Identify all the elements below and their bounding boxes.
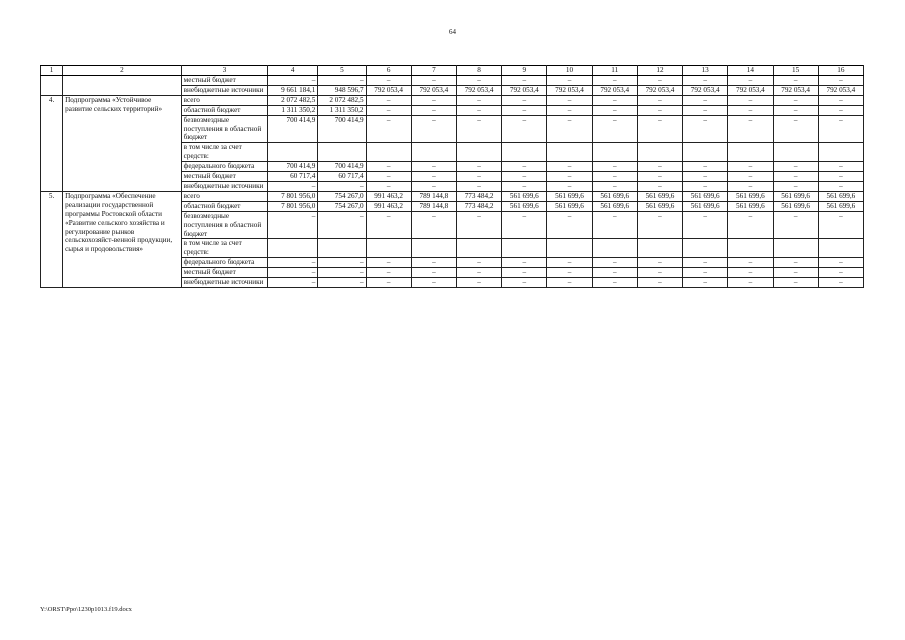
value-cell: – (637, 115, 682, 143)
value-cell: 700 414,9 (268, 162, 318, 172)
value-cell: 792 053,4 (456, 85, 501, 95)
value-cell: 1 311 350,2 (318, 105, 366, 115)
funding-source: внебюджетные источники (181, 181, 267, 191)
value-cell: – (366, 268, 411, 278)
value-cell: 991 463,2 (366, 191, 411, 201)
value-cell: – (547, 268, 592, 278)
value-cell: – (728, 258, 773, 268)
column-header: 11 (592, 66, 637, 76)
funding-source: в том числе за счет средств: (181, 143, 267, 162)
value-cell: 792 053,4 (547, 85, 592, 95)
table-row (41, 95, 864, 105)
value-cell: – (366, 258, 411, 268)
value-cell: – (366, 115, 411, 143)
value-cell: – (592, 162, 637, 172)
value-cell: – (728, 268, 773, 278)
value-cell: 9 661 184,1 (268, 85, 318, 95)
value-cell: – (547, 162, 592, 172)
value-cell: – (683, 278, 728, 288)
value-cell: – (318, 76, 366, 86)
value-cell: – (502, 105, 547, 115)
value-cell: – (773, 162, 818, 172)
value-cell: – (683, 181, 728, 191)
value-cell: – (366, 278, 411, 288)
value-cell: – (818, 181, 863, 191)
funding-source: федерального бюджета (181, 162, 267, 172)
value-cell (773, 143, 818, 162)
column-header: 1 (41, 66, 63, 76)
value-cell: – (411, 268, 456, 278)
value-cell (502, 143, 547, 162)
value-cell: 700 414,9 (318, 162, 366, 172)
column-header: 10 (547, 66, 592, 76)
value-cell: – (411, 76, 456, 86)
value-cell: 561 699,6 (773, 191, 818, 201)
value-cell: – (592, 278, 637, 288)
value-cell: – (547, 278, 592, 288)
column-header: 9 (502, 66, 547, 76)
value-cell: – (268, 211, 318, 239)
value-cell: – (366, 181, 411, 191)
funding-source: областной бюджет (181, 201, 267, 211)
value-cell (637, 143, 682, 162)
value-cell: 561 699,6 (547, 201, 592, 211)
value-cell: – (318, 211, 366, 239)
funding-source: всего (181, 191, 267, 201)
program-name: Подпрограмма «Устойчивое развитие сельских территорий» (63, 95, 182, 191)
value-cell: – (547, 258, 592, 268)
value-cell: – (683, 105, 728, 115)
value-cell: 1 311 350,2 (268, 105, 318, 115)
value-cell: – (502, 76, 547, 86)
value-cell: 948 596,7 (318, 85, 366, 95)
value-cell: – (728, 115, 773, 143)
value-cell (318, 239, 366, 258)
value-cell: – (773, 95, 818, 105)
value-cell: – (637, 105, 682, 115)
value-cell: – (366, 76, 411, 86)
value-cell: – (818, 278, 863, 288)
value-cell: – (268, 278, 318, 288)
value-cell: – (502, 172, 547, 182)
row-index (41, 76, 63, 96)
row-index: 4. (41, 95, 63, 191)
value-cell (268, 239, 318, 258)
program-name: Подпрограмма «Обеспечение реализации государственной программы Ростовской области «Развитие сельского хозяйства и регулирование рынков сельскохозяйст-венной продукции, сырья и продовольствия» (63, 191, 182, 287)
value-cell: – (818, 268, 863, 278)
value-cell: – (411, 172, 456, 182)
page-number: 64 (449, 28, 456, 36)
value-cell: – (456, 172, 501, 182)
value-cell: 792 053,4 (683, 85, 728, 95)
program-name (63, 76, 182, 96)
value-cell (366, 239, 411, 258)
value-cell: – (366, 211, 411, 239)
value-cell: – (818, 105, 863, 115)
funding-source: всего (181, 95, 267, 105)
value-cell: – (683, 268, 728, 278)
file-path-footer: Y:\ORST\Ppo\1230p1013.f19.docx (40, 606, 132, 613)
column-header: 4 (268, 66, 318, 76)
table-row (41, 191, 864, 201)
value-cell: – (592, 268, 637, 278)
value-cell: – (318, 278, 366, 288)
column-header: 14 (728, 66, 773, 76)
column-header: 2 (63, 66, 182, 76)
value-cell: 561 699,6 (683, 201, 728, 211)
value-cell (318, 143, 366, 162)
value-cell: – (502, 162, 547, 172)
value-cell: – (728, 162, 773, 172)
value-cell: – (683, 95, 728, 105)
value-cell: – (728, 95, 773, 105)
value-cell (728, 239, 773, 258)
funding-source: областной бюджет (181, 105, 267, 115)
value-cell: – (773, 115, 818, 143)
value-cell: 561 699,6 (637, 201, 682, 211)
value-cell: 561 699,6 (728, 191, 773, 201)
value-cell: 700 414,9 (318, 115, 366, 143)
value-cell: – (818, 95, 863, 105)
value-cell: – (456, 115, 501, 143)
value-cell: – (366, 105, 411, 115)
value-cell: – (592, 258, 637, 268)
value-cell (456, 239, 501, 258)
value-cell: 561 699,6 (818, 201, 863, 211)
value-cell: – (366, 95, 411, 105)
column-header: 13 (683, 66, 728, 76)
value-cell: – (502, 278, 547, 288)
funding-source: местный бюджет (181, 172, 267, 182)
value-cell: – (268, 76, 318, 86)
value-cell: – (318, 268, 366, 278)
value-cell: – (637, 162, 682, 172)
value-cell: – (818, 76, 863, 86)
funding-source: безвозмездные поступления в областной бюджет (181, 115, 267, 143)
value-cell: – (818, 258, 863, 268)
column-header: 6 (366, 66, 411, 76)
value-cell: 7 801 956,0 (268, 191, 318, 201)
header-row (41, 66, 864, 76)
budget-table (40, 65, 864, 288)
value-cell: – (592, 211, 637, 239)
value-cell: – (547, 95, 592, 105)
value-cell: – (411, 95, 456, 105)
value-cell: – (411, 278, 456, 288)
value-cell: 561 699,6 (683, 191, 728, 201)
value-cell: – (683, 211, 728, 239)
value-cell: – (547, 105, 592, 115)
value-cell (592, 239, 637, 258)
value-cell: – (411, 162, 456, 172)
value-cell: – (683, 115, 728, 143)
funding-source: внебюджетные источники (181, 278, 267, 288)
value-cell: – (456, 76, 501, 86)
value-cell: – (728, 278, 773, 288)
value-cell: – (683, 162, 728, 172)
value-cell: – (637, 278, 682, 288)
value-cell: – (592, 115, 637, 143)
value-cell: 60 717,4 (268, 172, 318, 182)
value-cell: 561 699,6 (818, 191, 863, 201)
value-cell (411, 143, 456, 162)
value-cell: – (456, 278, 501, 288)
value-cell: – (592, 105, 637, 115)
value-cell: – (502, 268, 547, 278)
value-cell: – (502, 211, 547, 239)
value-cell (411, 239, 456, 258)
value-cell: – (366, 172, 411, 182)
column-header: 3 (181, 66, 267, 76)
value-cell: – (411, 211, 456, 239)
value-cell (683, 239, 728, 258)
value-cell (818, 143, 863, 162)
value-cell: – (637, 211, 682, 239)
row-index: 5. (41, 191, 63, 287)
value-cell: – (547, 181, 592, 191)
value-cell: – (547, 211, 592, 239)
value-cell: – (773, 105, 818, 115)
value-cell: 561 699,6 (592, 191, 637, 201)
value-cell: – (268, 181, 318, 191)
value-cell: 792 053,4 (637, 85, 682, 95)
column-header: 16 (818, 66, 863, 76)
value-cell: – (773, 278, 818, 288)
value-cell: – (456, 268, 501, 278)
value-cell: 2 072 482,5 (318, 95, 366, 105)
value-cell: 773 484,2 (456, 201, 501, 211)
value-cell: – (728, 172, 773, 182)
table-row (41, 76, 864, 86)
value-cell: – (773, 181, 818, 191)
value-cell (502, 239, 547, 258)
value-cell: – (456, 258, 501, 268)
value-cell: – (637, 95, 682, 105)
value-cell (773, 239, 818, 258)
value-cell: – (773, 172, 818, 182)
value-cell: – (773, 211, 818, 239)
column-header: 8 (456, 66, 501, 76)
value-cell: – (773, 258, 818, 268)
value-cell: 792 053,4 (411, 85, 456, 95)
value-cell: 792 053,4 (728, 85, 773, 95)
value-cell: 561 699,6 (592, 201, 637, 211)
column-header: 7 (411, 66, 456, 76)
value-cell: 789 144,8 (411, 201, 456, 211)
value-cell: – (773, 76, 818, 86)
value-cell: – (268, 268, 318, 278)
value-cell: 773 484,2 (456, 191, 501, 201)
funding-source: внебюджетные источники (181, 85, 267, 95)
value-cell: 7 801 956,0 (268, 201, 318, 211)
value-cell: – (411, 105, 456, 115)
value-cell: – (818, 115, 863, 143)
value-cell: – (318, 258, 366, 268)
value-cell: – (456, 181, 501, 191)
value-cell (547, 239, 592, 258)
funding-source: местный бюджет (181, 268, 267, 278)
value-cell: – (411, 115, 456, 143)
value-cell: – (456, 162, 501, 172)
value-cell: – (728, 181, 773, 191)
value-cell: – (592, 76, 637, 86)
value-cell: – (818, 162, 863, 172)
value-cell: – (637, 268, 682, 278)
value-cell (637, 239, 682, 258)
value-cell (268, 143, 318, 162)
value-cell: 561 699,6 (728, 201, 773, 211)
value-cell: – (456, 105, 501, 115)
value-cell: 792 053,4 (773, 85, 818, 95)
value-cell: – (683, 258, 728, 268)
value-cell: – (366, 162, 411, 172)
value-cell: – (318, 181, 366, 191)
value-cell: – (592, 181, 637, 191)
value-cell: – (547, 172, 592, 182)
value-cell: 561 699,6 (637, 191, 682, 201)
value-cell: 754 267,0 (318, 201, 366, 211)
value-cell: – (683, 76, 728, 86)
value-cell: – (637, 181, 682, 191)
value-cell (366, 143, 411, 162)
value-cell (728, 143, 773, 162)
value-cell (456, 143, 501, 162)
value-cell: 561 699,6 (502, 191, 547, 201)
value-cell: 60 717,4 (318, 172, 366, 182)
value-cell: – (502, 95, 547, 105)
funding-source: федерального бюджета (181, 258, 267, 268)
value-cell: 991 463,2 (366, 201, 411, 211)
value-cell: – (637, 76, 682, 86)
value-cell: – (818, 211, 863, 239)
value-cell: 561 699,6 (773, 201, 818, 211)
column-header: 15 (773, 66, 818, 76)
value-cell: 700 414,9 (268, 115, 318, 143)
value-cell: – (683, 172, 728, 182)
value-cell: – (773, 268, 818, 278)
value-cell: – (502, 181, 547, 191)
value-cell (683, 143, 728, 162)
funding-source: безвозмездные поступления в областной бюджет (181, 211, 267, 239)
value-cell: 792 053,4 (592, 85, 637, 95)
value-cell (592, 143, 637, 162)
value-cell: 792 053,4 (502, 85, 547, 95)
value-cell: 561 699,6 (502, 201, 547, 211)
value-cell: – (411, 181, 456, 191)
value-cell: – (502, 258, 547, 268)
value-cell: – (728, 105, 773, 115)
value-cell: – (456, 95, 501, 105)
value-cell: 754 267,0 (318, 191, 366, 201)
funding-source: в том числе за счет средств: (181, 239, 267, 258)
value-cell (547, 143, 592, 162)
value-cell: – (592, 172, 637, 182)
value-cell (818, 239, 863, 258)
value-cell: 2 072 482,5 (268, 95, 318, 105)
value-cell: – (547, 76, 592, 86)
value-cell: – (268, 258, 318, 268)
value-cell: – (502, 115, 547, 143)
value-cell: – (456, 211, 501, 239)
value-cell: – (547, 115, 592, 143)
column-header: 12 (637, 66, 682, 76)
value-cell: 789 144,8 (411, 191, 456, 201)
value-cell: – (592, 95, 637, 105)
value-cell: – (637, 258, 682, 268)
value-cell: – (818, 172, 863, 182)
value-cell: – (728, 211, 773, 239)
value-cell: – (411, 258, 456, 268)
value-cell: – (728, 76, 773, 86)
funding-source: местный бюджет (181, 76, 267, 86)
value-cell: 792 053,4 (366, 85, 411, 95)
value-cell: 561 699,6 (547, 191, 592, 201)
column-header: 5 (318, 66, 366, 76)
value-cell: 792 053,4 (818, 85, 863, 95)
value-cell: – (637, 172, 682, 182)
